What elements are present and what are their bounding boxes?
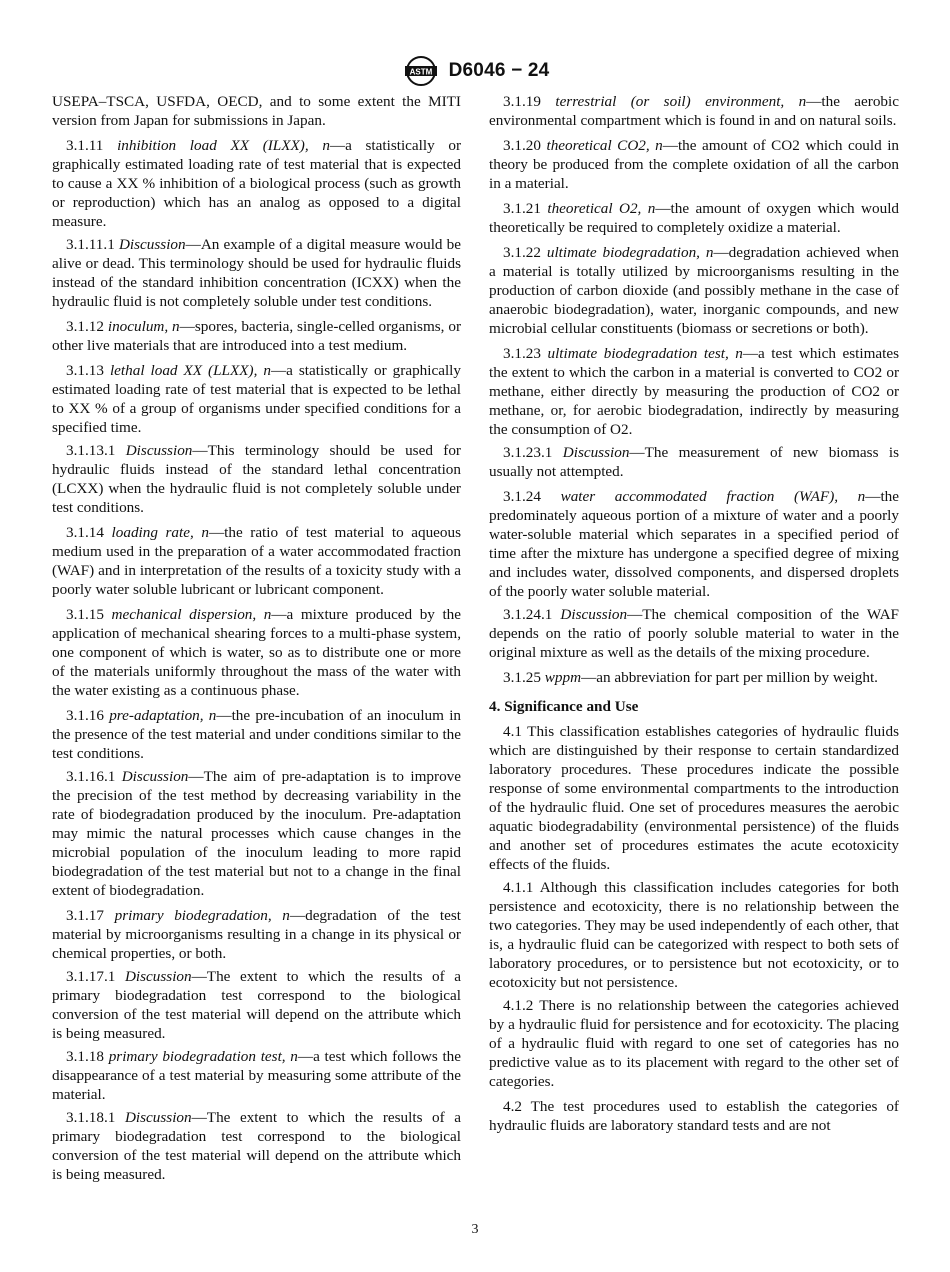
left-column <box>52 92 461 1188</box>
page-number: 3 <box>471 1222 479 1237</box>
definition-3-1-17: 3.1.17 primary biodegradation, n—degradation of the test material by microorganisms resulting in a change in its physical or chemical properties, or both. <box>52 907 462 962</box>
discussion-3-1-24-1: 3.1.24.1 Discussion—The chemical composition of the WAF depends on the ratio of poorly soluble material to water in the original mixture as well as the details of the mixing procedure. <box>489 606 899 661</box>
definition-3-1-22: 3.1.22 ultimate biodegradation, n—degradation achieved when a material is totally utilized by microorganisms resulting in the production of carbon dioxide (and possibly methane in the case of anaerobic biodegradation), water, inorganic compounds, and new microbial cellular constituents (biomass or secretions or both). <box>489 244 899 337</box>
definition-3-1-18: 3.1.18 primary biodegradation test, n—a test which follows the disappearance of a test material by measuring some attribute of the material. <box>52 1048 462 1103</box>
paragraph-4-1-2: 4.1.2 There is no relationship between the categories achieved by a hydraulic fluid for persistence and for ecotoxicity. The placing of a hydraulic fluid with regard to one set of categories has no predictive value as to its placement with regard to the other set of categories. <box>489 997 899 1090</box>
paragraph-4-2: 4.2 The test procedures used to establish the categories of hydraulic fluids are laboratory standard tests and are not <box>489 1098 899 1134</box>
definition-3-1-24: 3.1.24 water accommodated fraction (WAF), n—the predominately aqueous portion of a mixture of water and a poorly water-soluble material which separates in a specified period of time after the mixture has undergone a specified degree of mixing and includes water, dissolved components, and dispersed droplets of the poorly water soluble material. <box>489 488 900 600</box>
page-header <box>0 54 950 88</box>
definition-3-1-25: 3.1.25 wppm—an abbreviation for part per million by weight. <box>503 669 878 686</box>
definition-3-1-23: 3.1.23 ultimate biodegradation test, n—a test which estimates the extent to which the carbon in a material is converted to CO2 or methane, either directly by measuring the production of CO2 or methane, or, for aerobic biodegradation, indirectly by measuring the consumption of O2. <box>489 345 899 438</box>
astm-logo-icon <box>401 54 441 88</box>
right-column <box>489 92 899 1139</box>
discussion-3-1-11-1: 3.1.11.1 Discussion—An example of a digital measure would be alive or dead. This terminology should be used for hydraulic fluids instead of the standard inhibition concentration (ICXX) when the hydraulic fluid is not completely soluble under test conditions. <box>52 236 461 310</box>
svg-text:ASTM: ASTM <box>409 67 432 77</box>
discussion-3-1-23-1: 3.1.23.1 Discussion—The measurement of new biomass is usually not attempted. <box>489 444 899 480</box>
definition-3-1-19: 3.1.19 terrestrial (or soil) environment, n—the aerobic environmental compartment which is found in and on natural soils. <box>489 93 899 129</box>
definition-3-1-21: 3.1.21 theoretical O2, n—the amount of oxygen which would theoretically be required to completely oxidize a material. <box>489 200 900 236</box>
paragraph-4-1-1: 4.1.1 Although this classification includes categories for both persistence and ecotoxicity, there is no relationship between the two categories. They may be used independently of each other, that is, a hydraulic fluid can be categorized with respect to both sets of laboratory procedures, or to persistence but not ecotoxicity, or to ecotoxicity but not persistence. <box>489 879 899 991</box>
discussion-3-1-16-1: 3.1.16.1 Discussion—The aim of pre-adaptation is to improve the precision of the test method by decreasing variability in the rate of biodegradation produced by the inoculum. Pre-adaptation may mimic the natural processes which cause changes in the microbial population of the inoculum leading to more rapid biodegradation of the test material but not to a change in the final extent of biodegradation. <box>52 768 461 899</box>
definition-3-1-14: 3.1.14 loading rate, n—the ratio of test material to aqueous medium used in the preparation of a water accommodated fraction (WAF) and in interpretation of the results of a toxicity study with a poorly water soluble lubricant or lubricant component. <box>52 524 462 598</box>
definition-3-1-12: 3.1.12 inoculum, n—spores, bacteria, single-celled organisms, or other live materials that are introduced into a test medium. <box>52 318 462 354</box>
discussion-3-1-18-1: 3.1.18.1 Discussion—The extent to which the results of a primary biodegradation test correspond to the biological conversion of the test material will depend on the attribute which is being measured. <box>52 1109 462 1183</box>
definition-3-1-20: 3.1.20 theoretical CO2, n—the amount of CO2 which could in theory be produced from the complete oxidation of all the carbon in a material. <box>489 137 900 192</box>
definition-3-1-13: 3.1.13 lethal load XX (LLXX), n—a statistically or graphically estimated loading rate of test material that is expected to be lethal to XX % of a group of organisms under specified conditions for a specified time. <box>52 362 461 436</box>
definition-3-1-11: 3.1.11 inhibition load XX (ILXX), n—a statistically or graphically estimated loading rate of test material that is expected to cause a XX % inhibition of a biological process (such as growth or reproduction) which has an analog as opposed to a digital measure. <box>52 137 462 230</box>
standard-designation: D6046 − 24 <box>448 60 550 81</box>
definition-3-1-16: 3.1.16 pre-adaptation, n—the pre-incubation of an inoculum in the presence of the test material and under conditions similar to the test conditions. <box>52 707 462 762</box>
paragraph: USEPA–TSCA, USFDA, OECD, and to some extent the MITI version from Japan for submissions in Japan. <box>52 93 461 129</box>
discussion-3-1-17-1: 3.1.17.1 Discussion—The extent to which the results of a primary biodegradation test correspond to the biological conversion of the test material will depend on the attribute which is being measured. <box>52 968 462 1042</box>
discussion-3-1-13-1: 3.1.13.1 Discussion—This terminology should be used for hydraulic fluids instead of the standard lethal concentration (LCXX) when the hydraulic fluid is not completely soluble under test conditions. <box>52 442 461 516</box>
definition-3-1-15: 3.1.15 mechanical dispersion, n—a mixture produced by the application of mechanical shearing forces to a multi-phase system, one component of which is water, so as to distribute one or more of the materials uniformly throughout the mass of the water with the water existing as a continuous phase. <box>52 606 462 699</box>
paragraph-4-1: 4.1 This classification establishes categories of hydraulic fluids which are distinguished by their response to certain standardized laboratory procedures. These procedures indicate the possible response of some environmental compartments to the introduction of the hydraulic fluid. One set of procedures measures the aerobic aquatic biodegradability (environmental persistence) of the fluids and another set of procedures estimates the acute ecotoxicity effects of the fluids. <box>489 723 899 873</box>
section-heading: 4. Significance and Use <box>489 698 639 715</box>
